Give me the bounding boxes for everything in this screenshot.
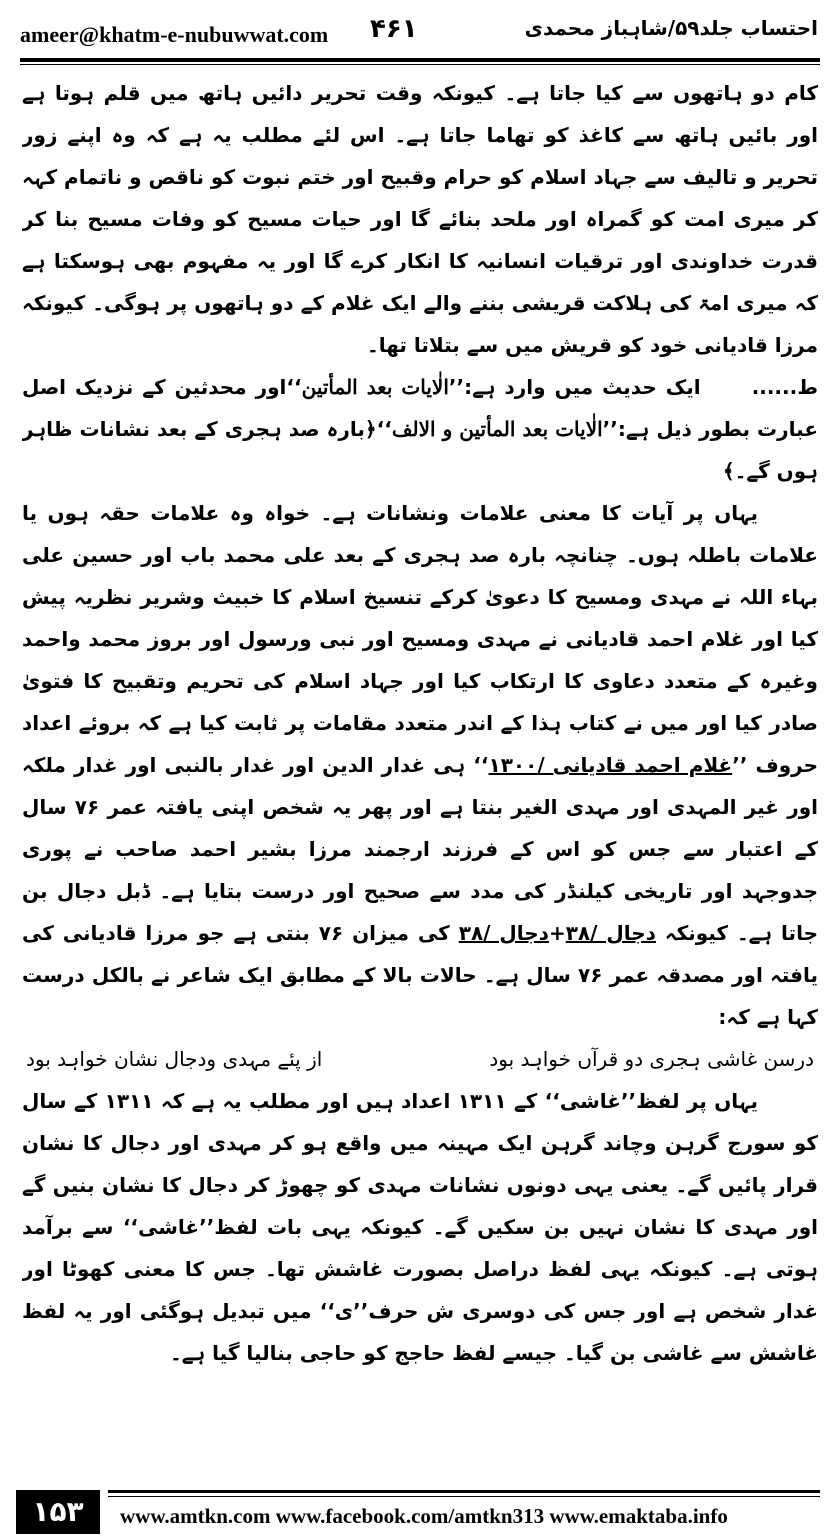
header-rule: [20, 58, 820, 62]
paragraph-closing: یہاں پر لفظ’’غاشی‘‘ کے ۱۳۱۱ اعداد ہیں اور مطلب یہ ہے کہ ۱۳۱۱ کے سال کو سورج گرہن وچاند گرہن ایک مہینہ میں واقع ہو کر مہدی اور دجال کا نشان قرار پائیں گے۔ یعنی یہی دونوں نشانات مہدی کو چھوڑ کر دجال کا نشان بنیں گے اور مہدی کا نشان نہیں بن سکیں گے۔ کیونکہ یہی بات لفظ’’غاشی‘‘ سے برآمد ہوتی ہے۔ کیونکہ یہی لفظ دراصل بصورت غاشش تھا۔ جس کا معنی کھوٹا اور غدار شخص ہے اور جس کی دوسری ش حرف’’ی‘‘ میں تبدیل ہوگئی اور یہ لفظ غاشش سے غاشی بن گیا۔ جیسے لفظ حاجج کو حاجی بنالیا گیا ہے۔: [22, 1089, 818, 1365]
footer-rule-thin: [108, 1496, 820, 1497]
underlined-name: غلام احمد قادیانی /۱۳۰۰: [488, 753, 733, 777]
page-body: [22, 72, 818, 1474]
paragraph-intro: کام دو ہاتھوں سے کیا جاتا ہے۔ کیونکہ وقت تحریر دائیں ہاتھ میں قلم ہوتا ہے اور بائیں ہاتھ سے کاغذ کو تھاما جاتا ہے۔ اس لئے مطلب یہ ہے کہ وہ اپنے زور تحریر و تالیف سے جہاد اسلام کو حرام وقبیح اور ختم نبوت کو ناقص و ناتمام کہہ کر میری امت کو گمراہ اور ملحد بنائے گا اور حیات مسیح کو وفات مسیح بنا کر قدرت خداوندی اور ترقیات انسانیہ کا انکار کرے گا اور یہ مفہوم بھی ہوسکتا ہے کہ میری امۃ کی ہلاکت قریشی بننے والے ایک غلام کے دو ہاتھوں پر ہوگی۔ کیونکہ مرزا قادیانی خود کو قریش میں سے بتلاتا تھا۔: [22, 81, 818, 357]
arabic-quote-2: الٰایات بعد المأتین و الالف: [391, 417, 603, 441]
main-text: یہاں پر آیات کا معنی علامات ونشانات ہے۔ خواہ وہ علامات حقہ ہوں یا علامات باطلہ ہوں۔ چنانچہ بارہ صد ہجری کے بعد علی محمد باب اور حسین علی بہاء اللہ نے مہدی ومسیح کا دعویٰ کرکے تنسیخ اسلام کا خبیث وشریر نظریہ پیش کیا اور غلام احمد قادیانی نے مہدی ومسیح اور نبی ورسول اور بروز محمد واحمد وغیرہ کے متعدد دعاوی کا ارتکاب کیا اور جہاد اسلام کی تحریم وتقبیح کا فتویٰ صادر کیا اور میں نے کتاب ہذا کے اندر متعدد مقامات پر ثابت کیا ہے کہ بروئے اعداد حروف ’’: [22, 501, 818, 777]
header-email[interactable]: ameer@khatm-e-nubuwwat.com: [20, 22, 329, 47]
arabic-quote-1: الٰایات بعد المأتین: [301, 375, 449, 399]
hadith-paragraph: [22, 366, 818, 492]
persian-verse: [22, 1038, 818, 1080]
header-rule-thin: [20, 64, 820, 65]
dajjal-term-2: دجال /۳۸: [458, 921, 549, 945]
page-footer: [0, 1482, 840, 1540]
verse-right: درسن غاشی ہجری دو قرآں خواہد بود: [489, 1047, 814, 1071]
header-title: احتساب جلد۵۹/شاہباز محمدی: [524, 16, 818, 40]
hadith-text-a: ایک حدیث میں وارد ہے:’’: [448, 375, 701, 399]
footer-rule: [108, 1490, 820, 1493]
page-header: [0, 0, 840, 62]
footer-links[interactable]: www.amtkn.com www.facebook.com/amtkn313 www.emaktaba.info: [120, 1504, 728, 1528]
main-text-rest: ‘‘ ہی غدار الدین اور غدار بالنبی اور غدار ملکہ اور غیر المہدی اور مہدی الغیر بنتا ہے اور پھر یہ شخص اپنی یافتہ عمر ۷۶ سال کے اعتبار سے جس کو اس کے فرزند ارجمند مرزا بشیر احمد صاحب نے پوری جدوجہد اور تاریخی کیلنڈر کی مدد سے صحیح اور درست بتایا ہے۔ ڈبل دجال بن جاتا ہے۔ کیونکہ: [22, 753, 818, 945]
paragraph-main: [22, 492, 818, 1038]
main-text-end: کی میزان ۷۶ بنتی ہے جو مرزا قادیانی کی یافتہ اور مصدقہ عمر ۷۶ سال ہے۔ حالات بالا کے مطابق ایک شاعر نے بالکل درست کہا ہے کہ:: [22, 921, 818, 1029]
hadith-number: ط......: [751, 375, 818, 399]
header-page-number: ۴۶۱: [370, 14, 418, 44]
plus-sign: +: [548, 921, 566, 945]
verse-left: از پئے مہدی ودجال نشان خواہد بود: [26, 1047, 323, 1071]
footer-page-number: ۱۵۳: [16, 1490, 100, 1534]
hadith-text-b: ‘‘اور محدثین کے نزدیک اصل عبارت بطور ذیل ہے:’’: [22, 375, 818, 441]
dajjal-term-1: دجال /۳۸: [565, 921, 656, 945]
hadith-text-c: ‘‘﴿بارہ صد ہجری کے بعد نشانات ظاہر ہوں گے۔﴾: [22, 417, 818, 483]
